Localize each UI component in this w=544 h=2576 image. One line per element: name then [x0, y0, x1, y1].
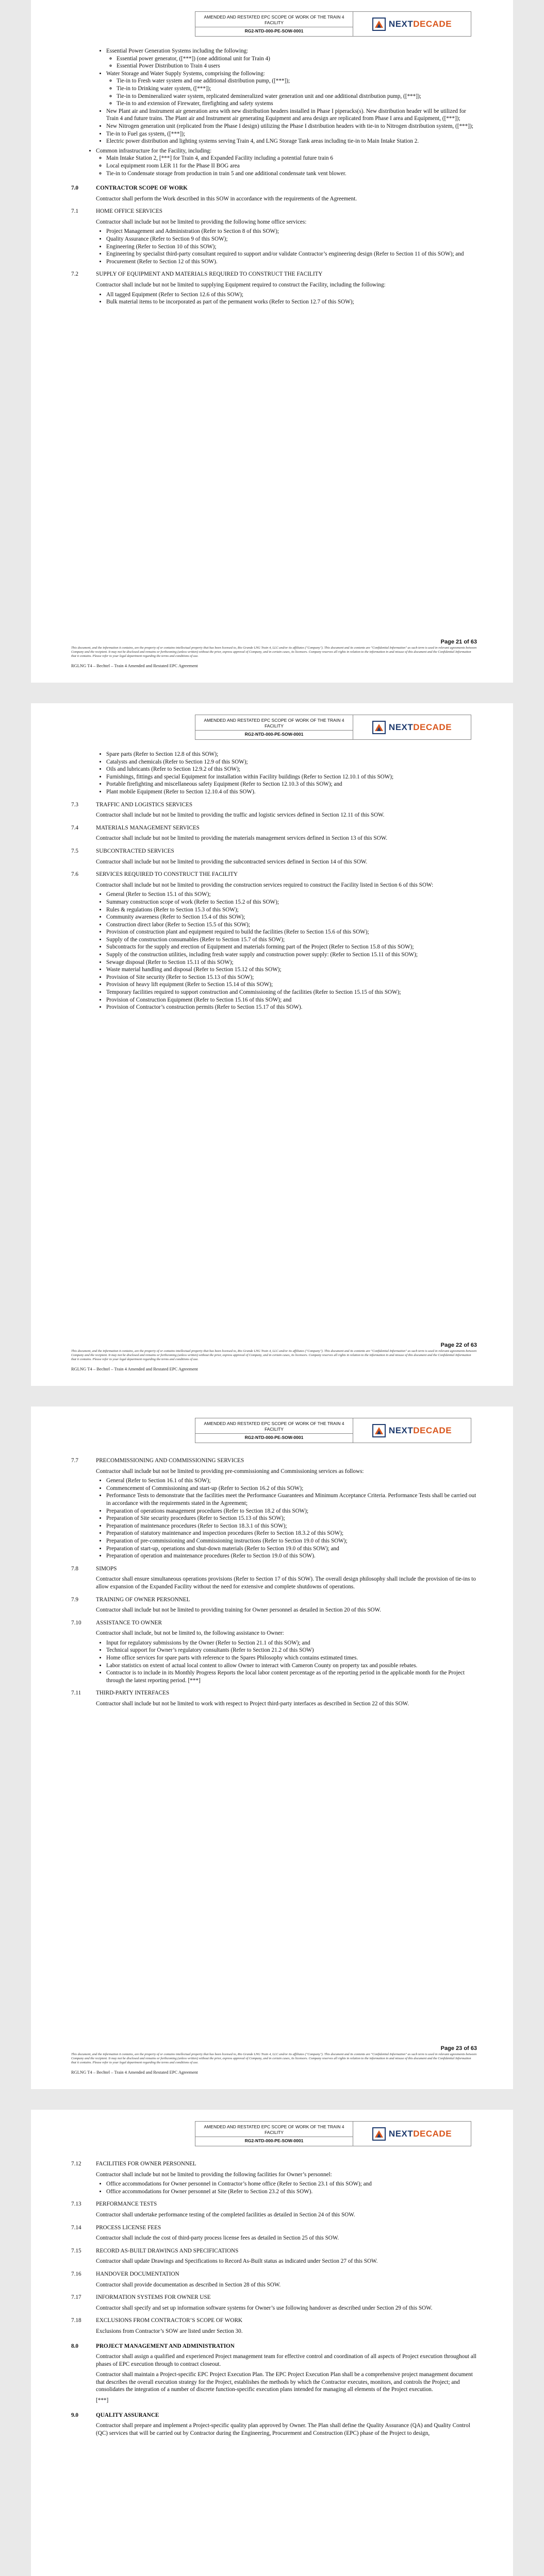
- agreement-reference: RGLNG T4 – Bechtel – Train 4 Amended and Restated EPC Agreement: [71, 663, 198, 668]
- section-heading: 8.0 PROJECT MANAGEMENT AND ADMINISTRATION: [71, 2343, 235, 2349]
- list-item: • Preparation of maintenance procedures (Refer to Section 18.3.1 of this SOW);: [106, 1522, 477, 1530]
- list-item: • Engineering (Refer to Section 10 of this SOW);: [106, 243, 477, 251]
- page-number: Page 21 of 63: [440, 639, 477, 645]
- section-text: [***]: [96, 2397, 109, 2404]
- list-item: • Furnishings, fittings and special Equipment for installation within Facility buildings (Refer to Section 12.10.1 of this SOW);: [106, 773, 477, 781]
- list-item: • Provision of Site security (Refer to Section 15.13 of this SOW);: [106, 974, 477, 981]
- list-item: • Sewage disposal (Refer to Section 15.11 of this SOW);: [106, 959, 477, 967]
- list-item: • Procurement (Refer to Section 12 of this SOW).: [106, 258, 477, 266]
- list-item: • Preparation of statutory maintenance and inspection procedures (Refer to Section 18.3.2 of this SOW);: [106, 1530, 477, 1537]
- section-heading: 9.0 QUALITY ASSURANCE: [71, 2412, 159, 2418]
- brand-logo: NEXT DECADE: [353, 2122, 471, 2146]
- page-header: [195, 11, 471, 37]
- list-item: • Project Management and Administration (Refer to Section 8 of this SOW);: [106, 228, 477, 235]
- commissioning-list: [96, 1477, 477, 1560]
- header-doc-info: [195, 1418, 353, 1443]
- page-content: [71, 2155, 477, 2437]
- section-heading: 7.8 SIMOPS: [71, 1565, 117, 1572]
- list-item: • Essential Power Generation Systems including the following: ◦ Essential power generator, ([***]) (one additional unit for Train 4) ◦ Essential Power Distribution to Train 4 users: [106, 47, 477, 70]
- section-heading: 7.2 SUPPLY OF EQUIPMENT AND MATERIALS REQUIRED TO CONSTRUCT THE FACILITY: [71, 271, 323, 278]
- section-text: Contractor shall specify and set up information software systems for Owner’s use following handover as described under Section 29 of this SOW.: [96, 2304, 433, 2311]
- list-item: • Summary construction scope of work (Refer to Section 15.2 of this SOW);: [106, 899, 477, 906]
- nextdecade-logo-icon: [372, 2127, 386, 2141]
- page-1: [31, 0, 513, 683]
- list-item: • Rules & regulations (Refer to Section 15.3 of this SOW);: [106, 906, 477, 914]
- section-text: Contractor shall include but not be limited to providing the subcontracted services defined in Section 14 of this SOW.: [96, 858, 368, 865]
- doc-number: RG2-NTD-000-PE-SOW-0001: [195, 730, 353, 737]
- list-item: • Community awareness (Refer to Section 15.4 of this SOW);: [106, 913, 477, 921]
- list-item: ◦ Main Intake Station 2, [***] for Train 4, and Expanded Facility including a potential future train 6: [106, 155, 477, 162]
- list-item: • Water Storage and Water Supply Systems, comprising the following: ◦ Tie-in to Fresh water system and one additional distribution pump, ([***]); ◦ Tie-in to Drinking water system, ([***]); ◦ Tie-in to Demineralized water system, replicated demineralized water generation unit and one additional distribution pump, ([***]); ◦ Tie-in to and extension of Firewater, firefighting and safety systems: [106, 70, 477, 108]
- page-2: [31, 703, 513, 1386]
- section-heading: 7.1 HOME OFFICE SERVICES: [71, 208, 163, 215]
- list-item: • Engineering by specialist third-party consultant required to support and/or validate Contractor’s engineering design (Refer to Section 11 of this SOW); and: [106, 250, 477, 258]
- section-heading: 7.3 TRAFFIC AND LOGISTICS SERVICES: [71, 801, 193, 808]
- sub-list: [106, 55, 477, 70]
- page-content: [71, 1452, 477, 1708]
- section-heading: 7.11 THIRD-PARTY INTERFACES: [71, 1690, 170, 1697]
- list-item: ◦ Tie-in to and extension of Firewater, firefighting and safety systems: [117, 100, 477, 108]
- doc-number: RG2-NTD-000-PE-SOW-0001: [195, 2137, 353, 2144]
- list-item: • Provision of Contractor’s construction permits (Refer to Section 15.17 of this SOW).: [106, 1004, 477, 1011]
- section-text: Contractor shall undertake performance testing of the completed facilities as detailed in Section 24 of this SOW.: [96, 2211, 355, 2218]
- list-item: • Labor statistics on extent of actual local content to allow Owner to interact with Cameron County on property tax and possible rebates.: [106, 1662, 477, 1670]
- section-heading: 7.9 TRAINING OF OWNER PERSONNEL: [71, 1596, 190, 1603]
- assistance-list: [96, 1639, 477, 1685]
- doc-title: AMENDED AND RESTATED EPC SCOPE OF WORK OF THE TRAIN 4 FACILITY: [204, 14, 344, 25]
- section-text: Contractor shall include but not be limited to providing the construction services required to construct the Facility listed in Section 6 of this SOW:: [96, 882, 434, 888]
- list-item: • Commencement of Commissioning and start-up (Refer to Section 16.2 of this SOW);: [106, 1485, 477, 1493]
- page-3: [31, 1406, 513, 2089]
- construction-services-list: [96, 891, 477, 1011]
- list-item: • Tie-in to Fuel gas system, ([***]);: [106, 130, 477, 138]
- page-content: [71, 749, 477, 1011]
- list-item: • Home office services for spare parts with reference to the Spares Philosophy which contains estimated times.: [106, 1654, 477, 1662]
- header-doc-info: [195, 2122, 353, 2146]
- infrastructure-list: [96, 47, 477, 145]
- section-text: Contractor shall include but not be limited to providing the materials management services defined in Section 13 of this SOW.: [96, 835, 388, 842]
- section-heading: 7.15 RECORD AS-BUILT DRAWINGS AND SPECIFICATIONS: [71, 2247, 239, 2254]
- page-footer: [71, 1342, 477, 1371]
- doc-title: AMENDED AND RESTATED EPC SCOPE OF WORK OF THE TRAIN 4 FACILITY: [204, 717, 344, 728]
- confidentiality-disclaimer: This document, and the information it contains, are the property of or contains intellectual property that has been licensed to, Rio Grande LNG Train 4, LLC and/or its affiliates ("Company"). This document and its contents are "Confidential Information" as such term is used in relevant agreements between Company and the recipient. It may not be disclosed and remains or forthcoming (unless written) without the prior, express approval of Company, and in certain cases, its licensors. Company reserves all rights in relation to the information in and misuse of this document and the Confidential Information that it contains. Please refer to your legal department regarding the terms and conditions of use.: [71, 1349, 477, 1361]
- nextdecade-logo-icon: [372, 18, 386, 31]
- page-footer: [71, 639, 477, 668]
- page-header: [195, 1418, 471, 1443]
- list-item: • New Plant air and Instrument air generation area with new distribution headers installed in Phase I piperacks(s). New distribution header will be utilized for Train 4 and future trains. The Plant air and Instrument air generating Equipment and area design are replicated from Phase I area and Equipment, ([***]);: [106, 108, 477, 123]
- page-4: [31, 2110, 513, 2576]
- list-item: • Preparation of Site security procedures (Refer to Section 15.13 of this SOW);: [106, 1515, 477, 1522]
- section-heading: 7.6 SERVICES REQUIRED TO CONSTRUCT THE FACILITY: [71, 871, 238, 878]
- section-text: Contractor shall include, but not be limited to, the following assistance to Owner:: [96, 1630, 284, 1637]
- section-text: Contractor shall include but not be limited to providing pre-commissioning and Commissioning services as follows:: [96, 1468, 364, 1475]
- section-heading: 7.17 INFORMATION SYSTEMS FOR OWNER USE: [71, 2294, 211, 2301]
- section-text: Contractor shall include but not be limited to supplying Equipment required to construct the Facility, including the following:: [96, 282, 386, 289]
- equipment-list-continued: [96, 751, 477, 796]
- list-item: • Common infrastructure for the Facility, including: ◦ Main Intake Station 2, [***] for Train 4, and Expanded Facility including a potential future train 6 ◦ Local equipment room LER 11 for the Phase II BOG area ◦ Tie-in to Condensate storage from production in train 5 and one additional condensate tank vent blower.: [96, 147, 477, 177]
- sub-list: [106, 77, 477, 107]
- doc-title: AMENDED AND RESTATED EPC SCOPE OF WORK OF THE TRAIN 4 FACILITY: [204, 2124, 344, 2135]
- list-item: • Preparation of pre-commissioning and Commissioning instructions (Refer to Section 19.0 of this SOW);: [106, 1537, 477, 1545]
- list-item: ◦ Essential Power Distribution to Train 4 users: [117, 62, 477, 70]
- list-item: ◦ Tie-in to Drinking water system, ([***]);: [117, 85, 477, 93]
- section-heading: 7.16 HANDOVER DOCUMENTATION: [71, 2270, 179, 2277]
- sub-list: [96, 155, 477, 177]
- list-item: • Office accommodations for Owner personnel in Contractor’s home office (Refer to Section 23.1 of this SOW); and: [106, 2180, 477, 2188]
- section-text: Contractor shall update Drawings and Specifications to Record As-Built status as indicated under Section 27 of this SOW.: [96, 2258, 378, 2265]
- section-heading: 7.13 PERFORMANCE TESTS: [71, 2201, 157, 2208]
- list-item: • Plant mobile Equipment (Refer to Section 12.10.4 of this SOW).: [106, 788, 477, 796]
- page-header: [195, 715, 471, 740]
- list-item: • Supply of the construction consumables (Refer to Section 15.7 of this SOW);: [106, 936, 477, 944]
- section-heading: 7.4 MATERIALS MANAGEMENT SERVICES: [71, 824, 200, 831]
- page-number: Page 22 of 63: [440, 1342, 477, 1348]
- section-text: Exclusions from Contractor’s SOW are listed under Section 30.: [96, 2328, 243, 2334]
- list-item: • Subcontracts for the supply and erection of Equipment and materials forming part of the Project (Refer to Section 15.8 of this SOW);: [106, 943, 477, 951]
- page-header: [195, 2121, 471, 2146]
- equipment-list: [96, 291, 477, 306]
- agreement-reference: RGLNG T4 – Bechtel – Train 4 Amended and Restated EPC Agreement: [71, 1366, 198, 1371]
- doc-number: RG2-NTD-000-PE-SOW-0001: [195, 27, 353, 34]
- list-item: ◦ Tie-in to Demineralized water system, replicated demineralized water generation unit and one additional distribution pump, ([***]);: [117, 93, 477, 100]
- list-item: ◦ Local equipment room LER 11 for the Phase II BOG area: [106, 162, 477, 170]
- section-heading: 7.5 SUBCONTRACTED SERVICES: [71, 848, 174, 854]
- section-text: Contractor shall ensure simultaneous operations provisions (Refer to Section 17 of this SOW). The overall design philosophy shall include the provision of tie-ins to allow expansion of the Expanded Facility without the need for extensive and complete shutdowns of operations.: [96, 1576, 476, 1590]
- list-item: • Office accommodations for Owner personnel at Site (Refer to Section 23.2 of this SOW).: [106, 2188, 477, 2196]
- nextdecade-logo-icon: [372, 1424, 386, 1437]
- section-heading: 7.0 CONTRACTOR SCOPE OF WORK: [71, 185, 188, 192]
- confidentiality-disclaimer: This document, and the information it contains, are the property of or contains intellectual property that has been licensed to, Rio Grande LNG Train 4, LLC and/or its affiliates ("Company"). This document and its contents are "Confidential Information" as such term is used in relevant agreements between Company and the recipient. It may not be disclosed and remains or forthcoming (unless written) without the prior, express approval of Company, and in certain cases, its licensors. Company reserves all rights in relation to the information in and misuse of this document and the Confidential Information that it contains. Please refer to your legal department regarding the terms and conditions of use.: [71, 2053, 477, 2064]
- confidentiality-disclaimer: This document, and the information it contains, are the property of or contains intellectual property that has been licensed to, Rio Grande LNG Train 4, LLC and/or its affiliates ("Company"). This document and its contents are "Confidential Information" as such term is used in relevant agreements between Company and the recipient. It may not be disclosed and remains or forthcoming (unless written) without the prior, express approval of Company, and in certain cases, its licensors. Company reserves all rights in relation to the information in and misuse of this document and the Confidential Information that it contains. Please refer to your legal department regarding the terms and conditions of use.: [71, 646, 477, 658]
- list-item: • Provision of heavy lift equipment (Refer to Section 15.14 of this SOW);: [106, 981, 477, 989]
- section-text: Contractor shall prepare and implement a Project-specific quality plan approved by Owner. The Plan shall define the Quality Assurance (QA) and Quality Control (QC) services that will be carried out by Contractor during the Engineering, Procurement and Construction (EPC) phase of the Project to design,: [96, 2422, 470, 2436]
- list-item: ◦ Tie-in to Condensate storage from production in train 5 and one additional condensate tank vent blower.: [106, 170, 477, 178]
- list-item: • Catalysts and chemicals (Refer to Section 12.9 of this SOW);: [106, 758, 477, 766]
- section-heading: 7.7 PRECOMMISSIONING AND COMMISSIONING SERVICES: [71, 1458, 244, 1464]
- list-item: • Provision of construction plant and equipment required to build the facilities (Refer to Section 15.6 of this SOW);: [106, 928, 477, 936]
- agreement-reference: RGLNG T4 – Bechtel – Train 4 Amended and Restated EPC Agreement: [71, 2070, 198, 2075]
- section-heading: 7.12 FACILITIES FOR OWNER PERSONNEL: [71, 2161, 196, 2167]
- doc-title: AMENDED AND RESTATED EPC SCOPE OF WORK OF THE TRAIN 4 FACILITY: [204, 1420, 344, 1432]
- section-text: Contractor shall provide documentation as described in Section 28 of this SOW.: [96, 2281, 281, 2288]
- list-item: • Preparation of operation and maintenance procedures (Refer to Section 19.0 of this SOW).: [106, 1552, 477, 1560]
- home-office-list: [96, 228, 477, 265]
- nextdecade-logo-icon: [372, 721, 386, 734]
- brand-logo: NEXT DECADE: [353, 715, 471, 739]
- list-item: • Bulk material items to be incorporated as part of the permanent works (Refer to Section 12.7 of this SOW);: [106, 298, 477, 306]
- section-heading: 7.10 ASSISTANCE TO OWNER: [71, 1619, 162, 1626]
- section-text: Contractor shall assign a qualified and experienced Project management team for effective control and coordination of all aspects of Project execution throughout all phases of EPC execution through to contract closeout.: [96, 2353, 476, 2367]
- doc-number: RG2-NTD-000-PE-SOW-0001: [195, 1433, 353, 1440]
- section-text: Contractor shall maintain a Project-specific EPC Project Execution Plan. The EPC Project Execution Plan shall be a comprehensive project management document that describes the overall execution strategy for the Project, establishes the methods by which the Contractor executes, monitors, and controls the Project; and consolidates the integration of a number of discrete function-specific execution plans intended for managing all elements of the Project execution.: [96, 2371, 473, 2393]
- section-heading: 7.14 PROCESS LICENSE FEES: [71, 2224, 161, 2231]
- common-infrastructure-list: [86, 147, 477, 177]
- list-item: • Electric power distribution and lighting systems serving Train 4, and LNG Storage Tank areas including tie-in to Main Intake Station 2.: [106, 138, 477, 145]
- list-item: • Preparation of start-up, operations and shut-down materials (Refer to Section 19.0 of this SOW); and: [106, 1545, 477, 1553]
- header-doc-info: [195, 715, 353, 739]
- header-doc-info: [195, 12, 353, 36]
- section-text: Contractor shall include but not be limited to work with respect to Project third-party interfaces as described in Section 22 of this SOW.: [96, 1701, 409, 1707]
- list-item: • New Nitrogen generation unit (replicated from the Phase I design) utilizing the Phase I distribution headers with tie-in to Nitrogen distribution system, ([***]);: [106, 123, 477, 130]
- list-item: • Performance Tests to demonstrate that the facilities meet the Performance Guarantees and Minimum Acceptance Criteria. Performance Tests shall be carried out in accordance with the requirements stated in the Agreement;: [106, 1492, 477, 1507]
- section-text: Contractor shall include but not be limited to providing the following home office services:: [96, 218, 307, 225]
- section-text: Contractor shall include the cost of third-party process license fees as detailed in Section 25 of this SOW.: [96, 2235, 339, 2242]
- list-item: ◦ Tie-in to Fresh water system and one additional distribution pump, ([***]);: [117, 77, 477, 85]
- list-item: • Contractor is to include in its Monthly Progress Reports the local labor content percentage as of the reporting period in the applicable month for the Project through the latest reporting period. [***]: [106, 1669, 477, 1684]
- list-item: • Temporary facilities required to support construction and Commissioning of the facilities (Refer to Section 15.15 of this SOW);: [106, 989, 477, 996]
- page-content: [71, 45, 477, 306]
- list-item: • Supply of the construction utilities, including fresh water supply and construction power supply: (Refer to Section 15.11 of this SOW);: [106, 951, 477, 959]
- list-item: • Quality Assurance (Refer to Section 9 of this SOW);: [106, 235, 477, 243]
- list-item: • All tagged Equipment (Refer to Section 12.6 of this SOW);: [106, 291, 477, 299]
- list-item: • Oils and lubricants (Refer to Section 12.9.2 of this SOW);: [106, 766, 477, 773]
- section-text: Contractor shall perform the Work described in this SOW in accordance with the requirements of the Agreement.: [96, 195, 357, 202]
- list-item: • Preparation of operations management procedures (Refer to Section 18.2 of this SOW);: [106, 1507, 477, 1515]
- section-text: Contractor shall include but not be limited to providing the traffic and logistic services defined in Section 12.11 of this SOW.: [96, 812, 385, 819]
- list-item: • Spare parts (Refer to Section 12.8 of this SOW);: [106, 751, 477, 758]
- section-text: Contractor shall include but not be limited to providing the following facilities for Owner’s personnel:: [96, 2171, 332, 2178]
- brand-logo: NEXT DECADE: [353, 1418, 471, 1443]
- list-item: • Technical support for Owner’s regulatory consultants (Refer to Section 21.2 of this SOW): [106, 1647, 477, 1654]
- page-footer: [71, 2045, 477, 2075]
- list-item: • Portable firefighting and miscellaneous safety Equipment (Refer to Section 12.10.3 of this SOW); and: [106, 781, 477, 788]
- list-item: ◦ Essential power generator, ([***]) (one additional unit for Train 4): [117, 55, 477, 63]
- section-heading: 7.18 EXCLUSIONS FROM CONTRACTOR’S SCOPE OF WORK: [71, 2317, 242, 2324]
- section-text: Contractor shall include but not be limited to providing training for Owner personnel as detailed in Section 20 of this SOW.: [96, 1607, 381, 1614]
- list-item: • Construction direct labor (Refer to Section 15.5 of this SOW);: [106, 921, 477, 929]
- list-item: • Provision of Construction Equipment (Refer to Section 15.16 of this SOW); and: [106, 996, 477, 1004]
- list-item: • General (Refer to Section 16.1 of this SOW);: [106, 1477, 477, 1485]
- page-number: Page 23 of 63: [440, 2045, 477, 2052]
- brand-logo: NEXT DECADE: [353, 12, 471, 36]
- list-item: • Input for regulatory submissions by the Owner (Refer to Section 21.1 of this SOW); and: [106, 1639, 477, 1647]
- list-item: • Waste material handling and disposal (Refer to Section 15.12 of this SOW);: [106, 966, 477, 974]
- list-item: • General (Refer to Section 15.1 of this SOW);: [106, 891, 477, 899]
- owner-facilities-list: [96, 2180, 477, 2195]
